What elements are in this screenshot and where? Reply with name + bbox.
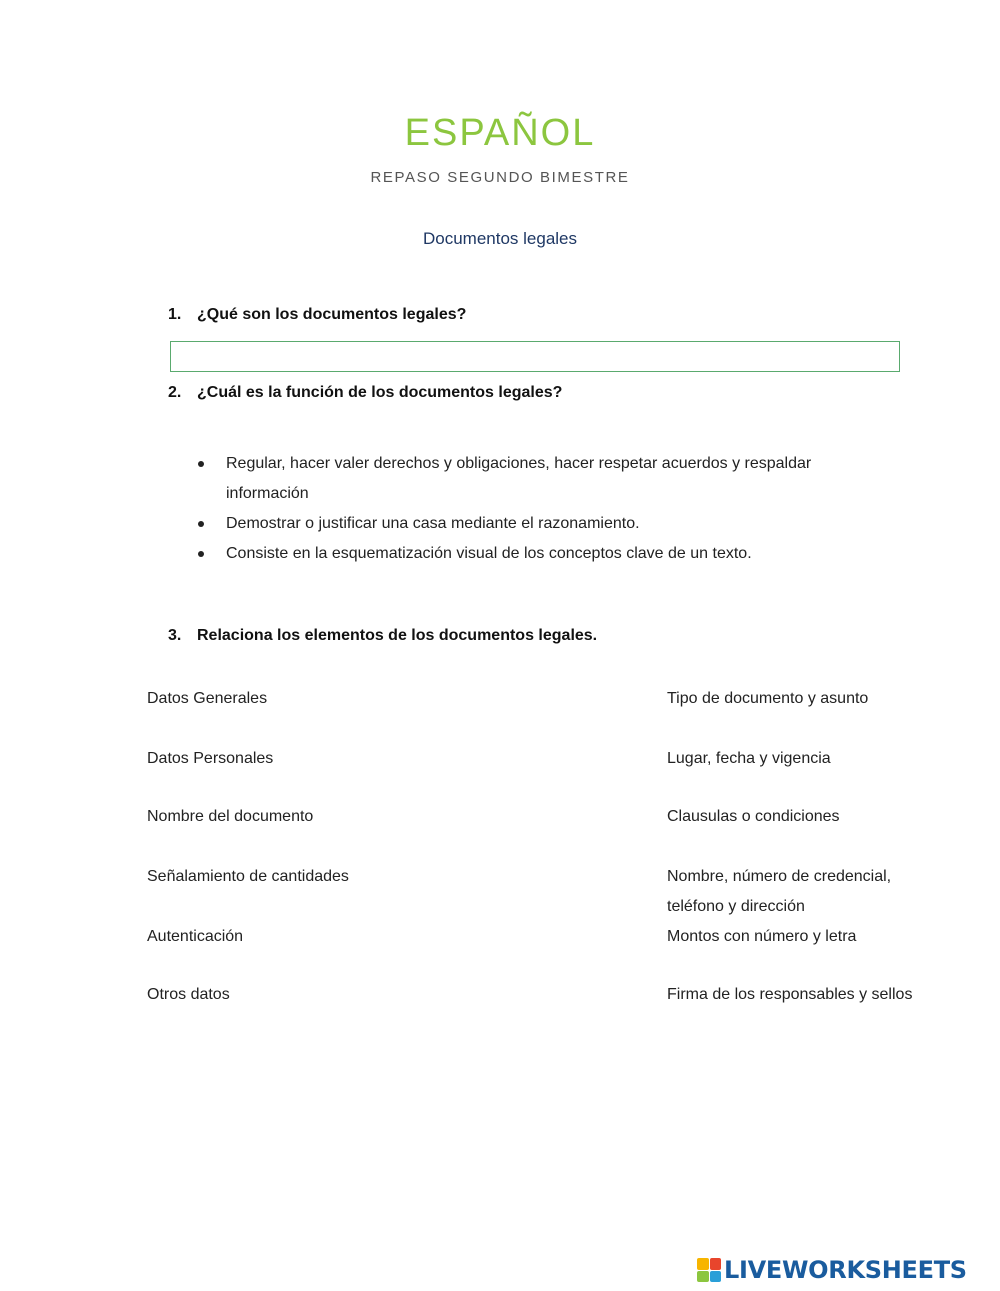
match-right-item[interactable]: Lugar, fecha y vigencia (667, 750, 831, 767)
answer-option-text: Demostrar o justificar una casa mediante el razonamiento. (226, 515, 640, 532)
page-title: ESPAÑOL (404, 112, 596, 154)
match-left-item[interactable]: Señalamiento de cantidades (147, 868, 349, 885)
liveworksheets-logo-icon (697, 1258, 721, 1282)
question-2-text: ¿Cuál es la función de los documentos legales? (197, 384, 563, 401)
match-left-item[interactable]: Datos Generales (147, 690, 268, 707)
match-left-item[interactable]: Nombre del documento (147, 808, 314, 825)
question-1-number: 1. (168, 306, 182, 323)
match-left-item[interactable]: Datos Personales (147, 750, 274, 767)
answer-option[interactable] (196, 539, 876, 569)
question-2-number: 2. (168, 384, 182, 401)
liveworksheets-brand (697, 1255, 967, 1285)
answer-option[interactable] (196, 509, 876, 539)
answer-options-list (196, 449, 876, 569)
page-subtitle: REPASO SEGUNDO BIMESTRE (370, 169, 630, 186)
match-right-item[interactable]: Firma de los responsables y sellos (667, 986, 913, 1003)
answer-option-text: Regular, hacer valer derechos y obligaciones, hacer respetar acuerdos y respaldar información (226, 455, 812, 502)
question-1-text: ¿Qué son los documentos legales? (197, 306, 467, 323)
match-right-item[interactable]: Montos con número y letra (667, 928, 857, 945)
question-1 (168, 306, 466, 324)
answer-option-text: Consiste en la esquematización visual de los conceptos clave de un texto. (226, 545, 752, 562)
section-heading: Documentos legales (422, 229, 578, 248)
answer-option[interactable] (196, 449, 876, 509)
match-right-item[interactable]: Tipo de documento y asunto (667, 690, 869, 707)
question-3-text: Relaciona los elementos de los documentos legales. (197, 627, 598, 644)
match-right-item[interactable]: Nombre, número de credencial, teléfono y dirección (667, 868, 892, 915)
answer-input-1[interactable] (170, 341, 900, 372)
brand-name: LIVEWORKSHEETS (724, 1256, 967, 1284)
match-left-item[interactable]: Autenticación (147, 928, 244, 945)
question-3-number: 3. (168, 627, 182, 644)
match-left-item[interactable]: Otros datos (147, 986, 230, 1003)
question-3 (168, 627, 597, 645)
match-right-item[interactable]: Clausulas o condiciones (667, 808, 840, 825)
question-2 (168, 384, 562, 402)
